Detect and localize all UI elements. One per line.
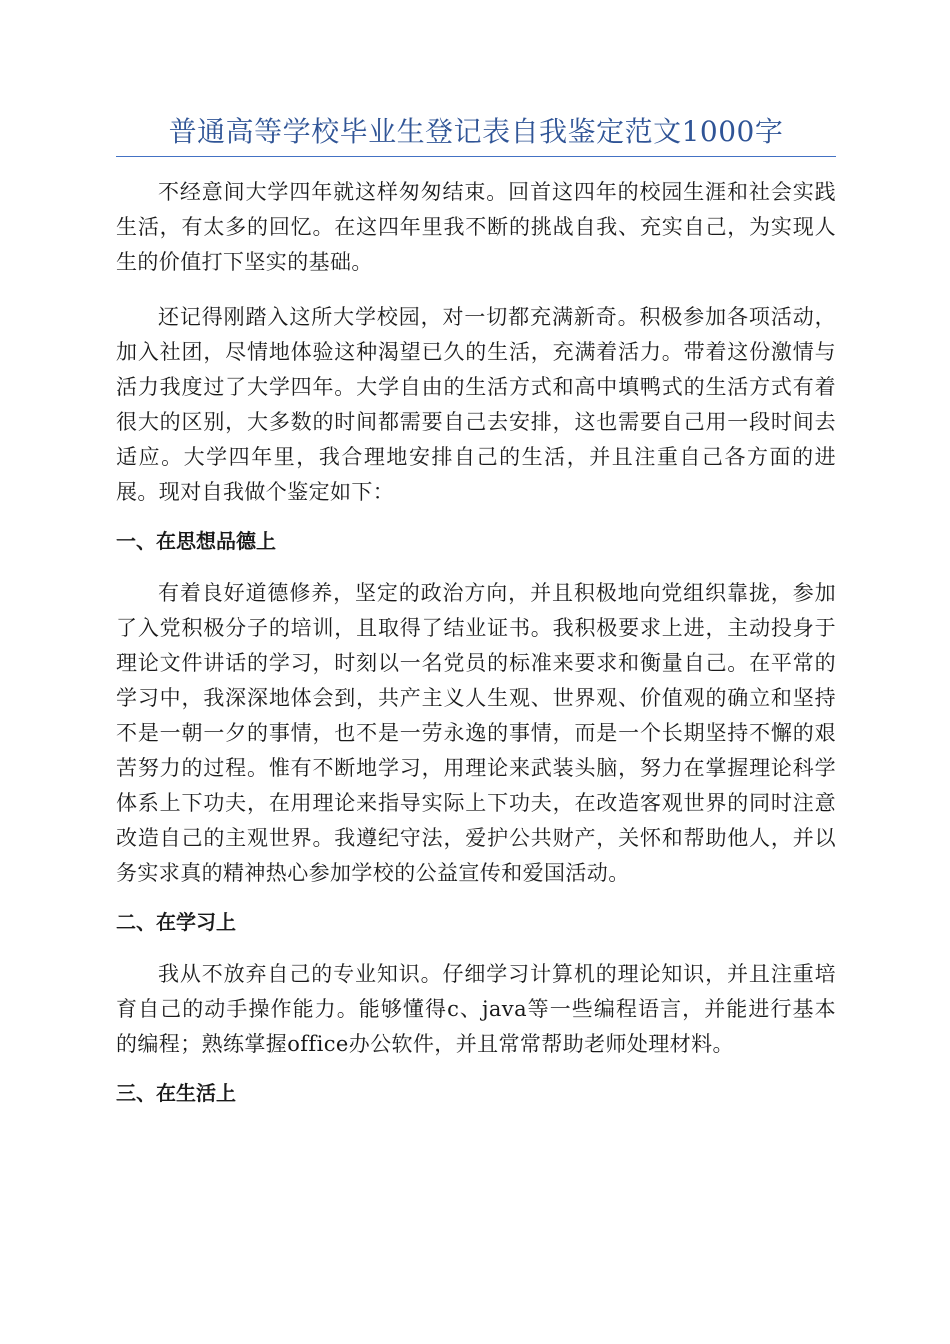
document-page <box>116 112 836 1108</box>
section-heading-morality: 一、在思想品德上 <box>116 529 276 553</box>
paragraph-campus-life: 还记得刚踏入这所大学校园，对一切都充满新奇。积极参加各项活动，加入社团，尽情地体验这种渴望已久的生活，充满着活力。带着这份激情与活力我度过了大学四年。大学自由的生活方式和高中填鸭式的生活方式有着很大的区别，大多数的时间都需要自己去安排，这也需要自己用一段时间去适应。大学四年里，我合理地安排自己的生活，并且注重自己各方面的进展。现对自我做个鉴定如下： <box>116 305 836 504</box>
paragraph-study: 我从不放弃自己的专业知识。仔细学习计算机的理论知识，并且注重培育自己的动手操作能力。能够懂得c、java等一些编程语言，并能进行基本的编程；熟练掌握office办公软件，并且常常帮助老师处理材料。 <box>116 962 836 1056</box>
document-title: 普通高等学校毕业生登记表自我鉴定范文1000字 <box>116 112 836 157</box>
paragraph-morality: 有着良好道德修养，坚定的政治方向，并且积极地向党组织靠拢，参加了入党积极分子的培训，且取得了结业证书。我积极要求上进，主动投身于理论文件讲话的学习，时刻以一名党员的标准来要求和衡量自己。在平常的学习中，我深深地体会到，共产主义人生观、世界观、价值观的确立和坚持不是一朝一夕的事情，也不是一劳永逸的事情，而是一个长期坚持不懈的艰苦努力的过程。惟有不断地学习，用理论来武装头脑，努力在掌握理论科学体系上下功夫，在用理论来指导实际上下功夫，在改造客观世界的同时注意改造自己的主观世界。我遵纪守法，爱护公共财产，关怀和帮助他人，并以务实求真的精神热心参加学校的公益宣传和爱国活动。 <box>116 581 836 885</box>
paragraph-intro: 不经意间大学四年就这样匆匆结束。回首这四年的校园生涯和社会实践生活，有太多的回忆。在这四年里我不断的挑战自我、充实自己，为实现人生的价值打下坚实的基础。 <box>116 180 836 274</box>
section-heading-life: 三、在生活上 <box>116 1081 236 1105</box>
section-heading-study: 二、在学习上 <box>116 910 236 934</box>
